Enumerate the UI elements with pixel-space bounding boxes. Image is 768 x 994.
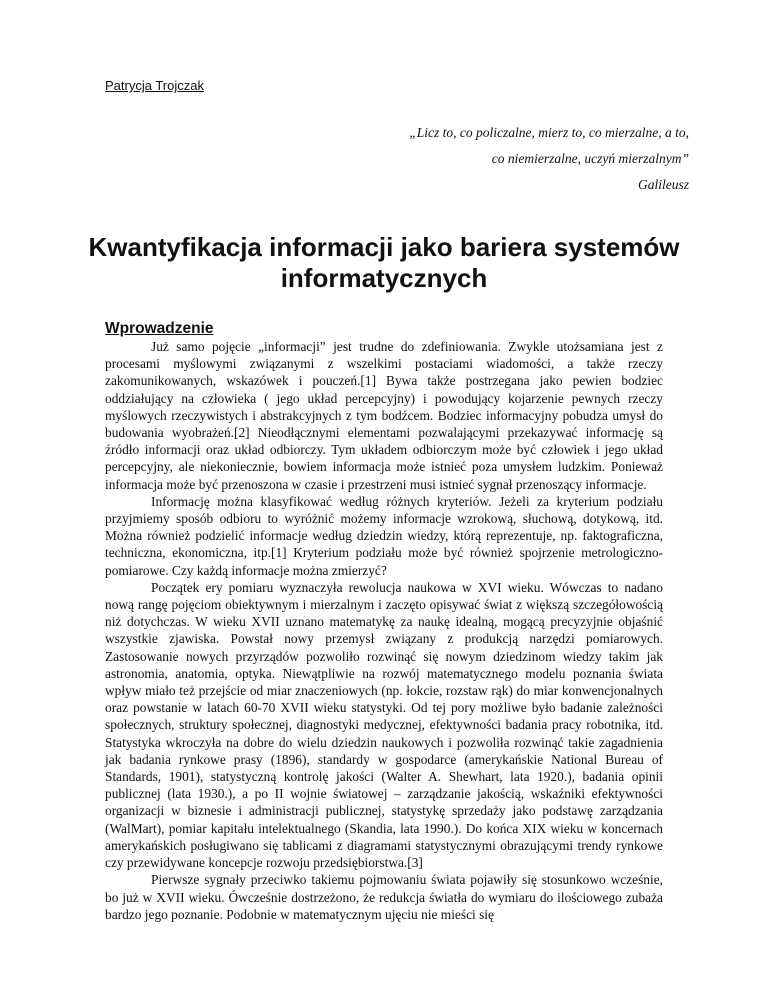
section-heading: Wprowadzenie	[105, 320, 214, 337]
paragraph-3: Początek ery pomiaru wyznaczyła rewolucja naukowa w XVI wieku. Wówczas to nadano nową rangę pojęciom obiektywnym i mierzalnym i zaczęto opisywać świat z większą szczegółowością niż dotychczas. W wieku XVII uznano matematykę za naukę idealną, mogącą precyzyjnie objaśnić wszystkie zjawiska. Powstał nowy przemysł związany z produkcją narzędzi pomiarowych. Zastosowanie nowych przyrządów pozwoliło rozwinąć się nowym dziedzinom wiedzy takim jak astronomia, anatomia, optyka. Niewątpliwie na rozwój matematycznego modelu poznania świata wpływ miało też przejście od miar znaczeniowych (np. łokcie, rozstaw rąk) do miar konwencjonalnych oraz powstanie w latach 60-70 XVII wieku statystyki. Od tej pory możliwe było badanie zależności społecznych, struktury społecznej, diagnostyki medycznej, efektywności badania pracy robotnika, itd. Statystyka wkroczyła na dobre do wielu dziedzin naukowych i pozwoliła rozwinąć takie zagadnienia jak badania rynkowe prasy (1896), standardy w gospodarce (amerykańskie National Bureau of Standards, 1901), statystyczną kontrolę jakości (Walter A. Shewhart, lata 1920.), badania opinii publicznej (lata 1930.), a po II wojnie światowej – zarządzanie jakością, wskaźniki efektywności organizacji w biznesie i administracji publicznej, statystykę sprzedaży jako podstawę zarządzania (WalMart), pomiar kapitału intelektualnego (Skandia, lata 1990.). Do końca XIX wieku w koncernach amerykańskich posługiwano się tablicami z diagramami statystycznymi obrazującymi trendy rynkowe czy przewidywane koncepcje rozwoju przedsiębiorstwa.[3]	[105, 579, 663, 871]
paragraph-2: Informację można klasyfikować według różnych kryteriów. Jeżeli za kryterium podziału przyjmiemy sposób odbioru to wyróżnić możemy informacje wzrokową, słuchową, dotykową, itd. Można również podzielić informacje według dziedzin wiedzy, którą reprezentuje, np. faktograficzna, techniczna, ekonomiczna, itp.[1] Kryterium podziału może być również spojrzenie metrologiczno-pomiarowe. Czy każdą informacje można zmierzyć?	[105, 493, 663, 578]
paragraph-1: Już samo pojęcie „informacji” jest trudne do zdefiniowania. Zwykle utożsamiana jest z procesami myślowymi związanymi z wszelkimi postaciami wiadomości, a także rzeczy zakomunikowanych, wskazówek i pouczeń.[1] Bywa także postrzegana jako pewien bodziec oddziałujący na człowieka ( jego układ percepcyjny) i powodujący kojarzenie pewnych rzeczy myślowych rzeczywistych i abstrakcyjnych z tym bodźcem. Bodziec informacyjny pobudza umysł do budowania wyobrażeń.[2] Nieodłącznymi elementami pozwalającymi przekazywać informację są źródło informacji oraz układ odbiorczy. Tym układem odbiorczym może być człowiek i jego układ percepcyjny, ale niekoniecznie, bowiem informacja może istnieć poza umysłem ludzkim. Ponieważ informacja może być przenoszona w czasie i przestrzeni musi istnieć sygnał przenoszący informacje.	[105, 339, 663, 492]
author-name: Patrycja Trojczak	[105, 78, 204, 93]
body-text	[105, 338, 663, 923]
document-title: Kwantyfikacja informacji jako bariera systemów informatycznych	[88, 232, 680, 293]
epigraph	[129, 120, 689, 198]
paragraph-4: Pierwsze sygnały przeciwko takiemu pojmowaniu świata pojawiły się stosunkowo wcześnie, bo już w XVII wieku. Ówcześnie dostrzeżono, że redukcja światła do wymiaru do ilościowego zubaża bardzo jego poznanie. Podobnie w matematycznym ujęciu nie mieści się	[105, 872, 663, 922]
epigraph-line-1: „Licz to, co policzalne, mierz to, co mierzalne, a to,	[409, 125, 689, 140]
epigraph-line-2: co niemierzalne, uczyń mierzalnym”	[491, 151, 689, 166]
epigraph-attribution: Galileusz	[637, 177, 689, 192]
